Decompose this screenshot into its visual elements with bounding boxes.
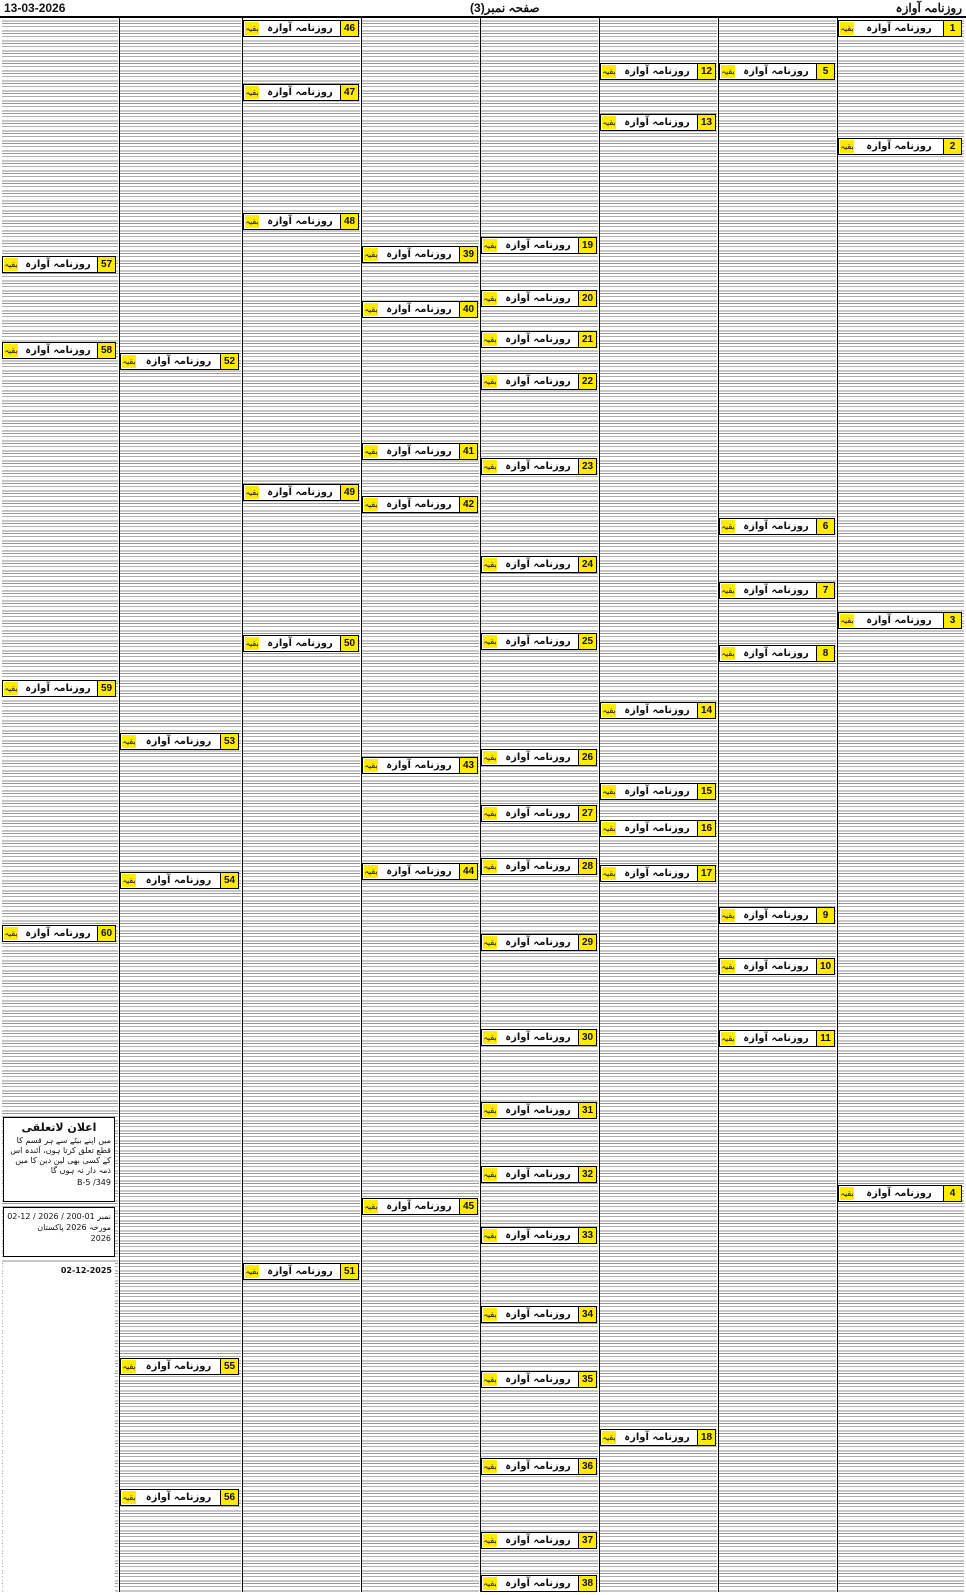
continued-tag: بقیہ <box>122 357 136 366</box>
story-number: 15 <box>697 784 715 799</box>
continued-tag: بقیہ <box>483 1579 497 1588</box>
continuation-box-39 <box>362 246 478 263</box>
continuation-box-32 <box>481 1166 597 1183</box>
continuation-box-14 <box>600 702 716 719</box>
section-label: روزنامہ آوازہ <box>505 1461 571 1472</box>
continued-tag: بقیہ <box>4 260 18 269</box>
text-column-1 <box>838 18 964 1592</box>
section-label: روزنامہ آوازہ <box>145 875 212 886</box>
continued-tag: بقیہ <box>4 929 18 938</box>
continuation-box-31 <box>481 1102 597 1119</box>
continued-tag: بقیہ <box>245 88 259 97</box>
tender-body: نمبر 01-200 / 2026 / 12-02 مورخہ 2026 پاکستان <box>7 1212 111 1232</box>
story-number: 17 <box>697 866 715 881</box>
continued-tag: بقیہ <box>602 1433 616 1442</box>
story-number: 54 <box>220 873 238 888</box>
section-label: روزنامہ آوازہ <box>145 1361 212 1372</box>
continued-tag: بقیہ <box>840 616 854 625</box>
section-label: روزنامہ آوازہ <box>267 638 333 649</box>
story-number: 35 <box>578 1372 596 1387</box>
text-column-6 <box>243 18 360 1592</box>
issue-date: 13-03-2026 <box>4 1 66 15</box>
story-number: 11 <box>816 1031 834 1046</box>
section-label: روزنامہ آوازہ <box>743 648 809 659</box>
continued-tag: بقیہ <box>122 737 136 746</box>
continued-tag: بقیہ <box>840 24 854 33</box>
story-number: 9 <box>816 908 834 923</box>
section-label: روزنامہ آوازہ <box>866 615 932 626</box>
section-label: روزنامہ آوازہ <box>505 1374 571 1385</box>
continuation-box-35 <box>481 1371 597 1388</box>
continuation-box-49 <box>243 484 359 501</box>
continued-tag: بقیہ <box>721 586 735 595</box>
section-label: روزنامہ آوازہ <box>866 23 932 34</box>
section-label: روزنامہ آوازہ <box>624 66 690 77</box>
section-label: روزنامہ آوازہ <box>145 736 212 747</box>
continuation-box-37 <box>481 1532 597 1549</box>
story-number: 49 <box>340 485 358 500</box>
story-number: 52 <box>220 354 238 369</box>
section-label: روزنامہ آوازہ <box>145 1492 212 1503</box>
continuation-box-30 <box>481 1029 597 1046</box>
story-number: 44 <box>459 864 477 879</box>
section-label: روزنامہ آوازہ <box>624 823 690 834</box>
section-label: روزنامہ آوازہ <box>505 937 571 948</box>
story-number: 10 <box>816 959 834 974</box>
continued-tag: بقیہ <box>721 1034 735 1043</box>
continued-tag: بقیہ <box>245 1267 259 1276</box>
continued-tag: بقیہ <box>245 488 259 497</box>
continued-tag: بقیہ <box>483 809 497 818</box>
section-label: روزنامہ آوازہ <box>505 636 571 647</box>
continuation-box-18 <box>600 1429 716 1446</box>
section-label: روزنامہ آوازہ <box>743 66 809 77</box>
continued-tag: بقیہ <box>122 1493 136 1502</box>
story-number: 22 <box>578 374 596 389</box>
section-label: روزنامہ آوازہ <box>743 1033 809 1044</box>
section-label: روزنامہ آوازہ <box>505 240 571 251</box>
continued-tag: بقیہ <box>245 24 259 33</box>
story-number: 6 <box>816 519 834 534</box>
continuation-box-7 <box>719 582 835 599</box>
continuation-box-2 <box>838 138 962 155</box>
continued-tag: بقیہ <box>483 1536 497 1545</box>
continued-tag: بقیہ <box>364 305 378 314</box>
continued-tag: بقیہ <box>364 250 378 259</box>
public-notice <box>3 1262 115 1592</box>
section-label: روزنامہ آوازہ <box>624 1432 690 1443</box>
notice-ref: 349/ B-5 <box>77 1178 111 1187</box>
story-number: 20 <box>578 291 596 306</box>
story-number: 4 <box>943 1186 961 1201</box>
section-label: روزنامہ آوازہ <box>505 1535 571 1546</box>
story-number: 19 <box>578 238 596 253</box>
continuation-box-50 <box>243 635 359 652</box>
story-number: 3 <box>943 613 961 628</box>
section-label: روزنامہ آوازہ <box>743 585 809 596</box>
section-label: روزنامہ آوازہ <box>624 786 690 797</box>
continuation-box-48 <box>243 213 359 230</box>
continued-tag: بقیہ <box>602 787 616 796</box>
text-column-3 <box>600 18 717 1592</box>
continued-tag: بقیہ <box>483 294 497 303</box>
continuation-box-36 <box>481 1458 597 1475</box>
story-number: 13 <box>697 115 715 130</box>
continued-tag: بقیہ <box>840 1189 854 1198</box>
section-label: روزنامہ آوازہ <box>25 259 91 270</box>
story-number: 34 <box>578 1307 596 1322</box>
section-label: روزنامہ آوازہ <box>386 499 452 510</box>
continuation-box-12 <box>600 63 716 80</box>
section-label: روزنامہ آوازہ <box>624 705 690 716</box>
story-number: 28 <box>578 859 596 874</box>
story-number: 42 <box>459 497 477 512</box>
disclaimer-notice <box>3 1117 115 1202</box>
continued-tag: بقیہ <box>364 761 378 770</box>
section-label: روزنامہ آوازہ <box>743 910 809 921</box>
continuation-box-60 <box>2 925 116 942</box>
continued-tag: بقیہ <box>483 560 497 569</box>
story-number: 57 <box>97 257 115 272</box>
continued-tag: بقیہ <box>602 869 616 878</box>
section-label: روزنامہ آوازہ <box>267 87 333 98</box>
section-label: روزنامہ آوازہ <box>267 1266 333 1277</box>
continuation-box-54 <box>120 872 239 889</box>
continuation-box-26 <box>481 749 597 766</box>
story-number: 37 <box>578 1533 596 1548</box>
story-number: 58 <box>97 343 115 358</box>
story-number: 45 <box>459 1199 477 1214</box>
section-label: روزنامہ آوازہ <box>505 461 571 472</box>
section-label: روزنامہ آوازہ <box>505 1578 571 1589</box>
section-label: روزنامہ آوازہ <box>505 1032 571 1043</box>
continuation-box-11 <box>719 1030 835 1047</box>
story-number: 43 <box>459 758 477 773</box>
continuation-box-9 <box>719 907 835 924</box>
continued-tag: بقیہ <box>721 67 735 76</box>
story-number: 14 <box>697 703 715 718</box>
continuation-box-24 <box>481 556 597 573</box>
continued-tag: بقیہ <box>840 142 854 151</box>
continuation-box-42 <box>362 496 478 513</box>
story-number: 32 <box>578 1167 596 1182</box>
section-label: روزنامہ آوازہ <box>267 23 333 34</box>
section-label: روزنامہ آوازہ <box>624 117 690 128</box>
continuation-box-43 <box>362 757 478 774</box>
continuation-box-52 <box>120 353 239 370</box>
notice-title: اعلان لاتعلقی <box>21 1121 97 1134</box>
section-label: روزنامہ آوازہ <box>25 345 91 356</box>
story-number: 40 <box>459 302 477 317</box>
section-label: روزنامہ آوازہ <box>743 521 809 532</box>
story-number: 50 <box>340 636 358 651</box>
continued-tag: بقیہ <box>483 862 497 871</box>
continued-tag: بقیہ <box>602 118 616 127</box>
text-column-2 <box>719 18 836 1592</box>
section-label: روزنامہ آوازہ <box>505 808 571 819</box>
continuation-box-13 <box>600 114 716 131</box>
continuation-box-40 <box>362 301 478 318</box>
story-number: 59 <box>97 681 115 696</box>
continued-tag: بقیہ <box>721 522 735 531</box>
column-rule <box>837 18 838 1592</box>
story-number: 53 <box>220 734 238 749</box>
story-number: 5 <box>816 64 834 79</box>
continued-tag: بقیہ <box>245 217 259 226</box>
story-number: 48 <box>340 214 358 229</box>
section-label: روزنامہ آوازہ <box>386 866 452 877</box>
section-label: روزنامہ آوازہ <box>866 1188 932 1199</box>
section-label: روزنامہ آوازہ <box>505 1309 571 1320</box>
continuation-box-22 <box>481 373 597 390</box>
story-number: 33 <box>578 1228 596 1243</box>
continuation-box-23 <box>481 458 597 475</box>
continuation-box-47 <box>243 84 359 101</box>
section-label: روزنامہ آوازہ <box>505 293 571 304</box>
section-label: روزنامہ آوازہ <box>386 760 452 771</box>
story-number: 8 <box>816 646 834 661</box>
continued-tag: بقیہ <box>483 241 497 250</box>
continuation-box-29 <box>481 934 597 951</box>
story-number: 47 <box>340 85 358 100</box>
continued-tag: بقیہ <box>483 637 497 646</box>
continued-tag: بقیہ <box>4 684 18 693</box>
story-number: 55 <box>220 1359 238 1374</box>
story-number: 60 <box>97 926 115 941</box>
continuation-box-34 <box>481 1306 597 1323</box>
story-number: 12 <box>697 64 715 79</box>
page-header <box>0 0 966 18</box>
section-label: روزنامہ آوازہ <box>505 1169 571 1180</box>
section-label: روزنامہ آوازہ <box>386 249 452 260</box>
continuation-box-15 <box>600 783 716 800</box>
tender-year: 2026 <box>90 1234 111 1243</box>
story-number: 30 <box>578 1030 596 1045</box>
continuation-box-17 <box>600 865 716 882</box>
continued-tag: بقیہ <box>483 1462 497 1471</box>
continuation-box-28 <box>481 858 597 875</box>
continued-tag: بقیہ <box>483 1106 497 1115</box>
section-label: روزنامہ آوازہ <box>386 1201 452 1212</box>
continuation-box-21 <box>481 331 597 348</box>
section-label: روزنامہ آوازہ <box>25 928 91 939</box>
continuation-box-16 <box>600 820 716 837</box>
continuation-box-56 <box>120 1489 239 1506</box>
continuation-box-33 <box>481 1227 597 1244</box>
continuation-box-41 <box>362 443 478 460</box>
continuation-box-4 <box>838 1185 962 1202</box>
page-number: صفحہ نمبر(3) <box>470 1 540 15</box>
story-number: 24 <box>578 557 596 572</box>
continued-tag: بقیہ <box>483 753 497 762</box>
story-number: 26 <box>578 750 596 765</box>
continued-tag: بقیہ <box>483 377 497 386</box>
section-label: روزنامہ آوازہ <box>505 334 571 345</box>
section-label: روزنامہ آوازہ <box>743 961 809 972</box>
section-label: روزنامہ آوازہ <box>386 446 452 457</box>
section-label: روزنامہ آوازہ <box>267 216 333 227</box>
continued-tag: بقیہ <box>245 639 259 648</box>
continuation-box-53 <box>120 733 239 750</box>
continuation-box-20 <box>481 290 597 307</box>
public-notice-date: 02-12-2025 <box>60 1266 112 1275</box>
section-label: روزنامہ آوازہ <box>505 1230 571 1241</box>
continued-tag: بقیہ <box>483 1170 497 1179</box>
continuation-box-1 <box>838 20 962 37</box>
continuation-box-58 <box>2 342 116 359</box>
newspaper-name: روزنامہ آوازہ <box>895 1 962 15</box>
continuation-box-8 <box>719 645 835 662</box>
continuation-box-51 <box>243 1263 359 1280</box>
continued-tag: بقیہ <box>602 67 616 76</box>
story-number: 31 <box>578 1103 596 1118</box>
tender-notice <box>3 1207 115 1257</box>
continuation-box-38 <box>481 1575 597 1592</box>
section-label: روزنامہ آوازہ <box>267 487 333 498</box>
section-label: روزنامہ آوازہ <box>505 752 571 763</box>
continuation-box-6 <box>719 518 835 535</box>
continued-tag: بقیہ <box>602 706 616 715</box>
continued-tag: بقیہ <box>483 1231 497 1240</box>
continued-tag: بقیہ <box>364 500 378 509</box>
section-label: روزنامہ آوازہ <box>624 868 690 879</box>
continuation-box-19 <box>481 237 597 254</box>
continued-tag: بقیہ <box>4 346 18 355</box>
column-rule <box>242 18 243 1592</box>
story-number: 21 <box>578 332 596 347</box>
story-number: 41 <box>459 444 477 459</box>
continued-tag: بقیہ <box>483 1310 497 1319</box>
continued-tag: بقیہ <box>483 1375 497 1384</box>
column-rule <box>599 18 600 1592</box>
continued-tag: بقیہ <box>122 876 136 885</box>
story-number: 51 <box>340 1264 358 1279</box>
story-number: 27 <box>578 806 596 821</box>
continuation-box-55 <box>120 1358 239 1375</box>
story-number: 46 <box>340 21 358 36</box>
continuation-box-46 <box>243 20 359 37</box>
column-rule <box>119 18 120 1592</box>
story-number: 2 <box>943 139 961 154</box>
story-number: 56 <box>220 1490 238 1505</box>
story-number: 18 <box>697 1430 715 1445</box>
story-number: 39 <box>459 247 477 262</box>
continuation-box-44 <box>362 863 478 880</box>
section-label: روزنامہ آوازہ <box>505 1105 571 1116</box>
story-number: 16 <box>697 821 715 836</box>
story-number: 7 <box>816 583 834 598</box>
section-label: روزنامہ آوازہ <box>145 356 212 367</box>
continued-tag: بقیہ <box>364 447 378 456</box>
story-number: 36 <box>578 1459 596 1474</box>
section-label: روزنامہ آوازہ <box>866 141 932 152</box>
continued-tag: بقیہ <box>721 962 735 971</box>
continued-tag: بقیہ <box>483 335 497 344</box>
section-label: روزنامہ آوازہ <box>505 861 571 872</box>
continued-tag: بقیہ <box>364 1202 378 1211</box>
notice-body: میں اپنے بیٹے سے ہر قسم کا قطع تعلق کرتا ہوں، آئندہ اس کے کسی بھی لین دین کا میں ذمہ دار نہ ہوں گا <box>10 1136 111 1175</box>
continued-tag: بقیہ <box>122 1362 136 1371</box>
text-column-7 <box>120 18 241 1592</box>
continuation-box-5 <box>719 63 835 80</box>
continued-tag: بقیہ <box>364 867 378 876</box>
story-number: 23 <box>578 459 596 474</box>
story-number: 38 <box>578 1576 596 1591</box>
continued-tag: بقیہ <box>721 649 735 658</box>
continuation-box-3 <box>838 612 962 629</box>
continuation-box-25 <box>481 633 597 650</box>
continuation-box-59 <box>2 680 116 697</box>
story-number: 29 <box>578 935 596 950</box>
continued-tag: بقیہ <box>483 938 497 947</box>
continued-tag: بقیہ <box>721 911 735 920</box>
continued-tag: بقیہ <box>602 824 616 833</box>
section-label: روزنامہ آوازہ <box>386 304 452 315</box>
section-label: روزنامہ آوازہ <box>25 683 91 694</box>
section-label: روزنامہ آوازہ <box>505 376 571 387</box>
continued-tag: بقیہ <box>483 462 497 471</box>
section-label: روزنامہ آوازہ <box>505 559 571 570</box>
story-number: 25 <box>578 634 596 649</box>
column-rule <box>718 18 719 1592</box>
continuation-box-45 <box>362 1198 478 1215</box>
continuation-box-57 <box>2 256 116 273</box>
continued-tag: بقیہ <box>483 1033 497 1042</box>
continuation-box-27 <box>481 805 597 822</box>
continuation-box-10 <box>719 958 835 975</box>
story-number: 1 <box>943 21 961 36</box>
